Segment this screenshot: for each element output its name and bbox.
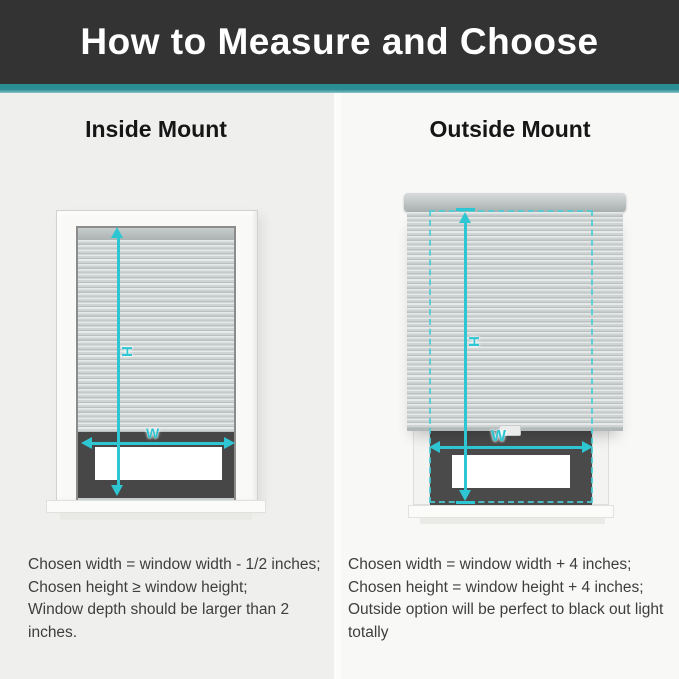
note-line: Chosen height = window height + 4 inches; — [348, 578, 644, 596]
note-line: Window depth should be larger than 2 inches. — [28, 601, 290, 641]
header-bar — [0, 0, 679, 84]
note-line: Outside option will be perfect to black out light totally — [348, 601, 664, 641]
width-label: W — [146, 425, 160, 441]
window-frame-left — [413, 428, 430, 505]
shade-headrail — [78, 228, 234, 240]
height-arrow-line — [117, 233, 120, 485]
accent-divider — [0, 84, 679, 93]
height-cap-top — [456, 208, 475, 211]
width-label: W — [491, 428, 507, 445]
page-title: How to Measure and Choose — [80, 21, 599, 62]
width-arrow-head-left — [429, 441, 440, 453]
height-arrow-head-bottom — [459, 490, 471, 501]
note-line: Chosen height ≥ window height; — [28, 578, 248, 596]
width-arrow-head-left — [81, 437, 92, 449]
width-arrow-head-right — [582, 441, 593, 453]
note-line: Chosen width = window width + 4 inches; — [348, 556, 632, 573]
inside-mount-notes — [28, 554, 328, 644]
height-label: H — [117, 346, 135, 357]
height-arrow-head-bottom — [111, 485, 123, 496]
height-arrow-line — [464, 216, 467, 492]
height-label: H — [464, 336, 482, 347]
window-frame-right — [592, 428, 609, 505]
height-arrow-head-top — [459, 212, 471, 223]
window-sill — [46, 500, 266, 513]
width-arrow-head-right — [224, 437, 235, 449]
sill-shadow — [420, 518, 605, 524]
cellular-shade — [78, 240, 234, 432]
outside-mount-heading: Outside Mount — [429, 116, 591, 142]
height-arrow-head-top — [111, 227, 123, 238]
note-line: Chosen width = window width - 1/2 inches; — [28, 556, 321, 573]
sill-shadow — [60, 513, 252, 520]
width-arrow-line — [440, 446, 582, 449]
width-arrow-line — [92, 442, 224, 445]
window-sill — [408, 505, 614, 518]
window-outline-dashed — [429, 210, 593, 503]
outside-mount-notes — [348, 554, 676, 644]
height-cap-bottom — [456, 501, 475, 504]
window-glass — [95, 447, 222, 480]
panel-divider — [334, 93, 341, 679]
inside-mount-heading: Inside Mount — [85, 116, 227, 142]
